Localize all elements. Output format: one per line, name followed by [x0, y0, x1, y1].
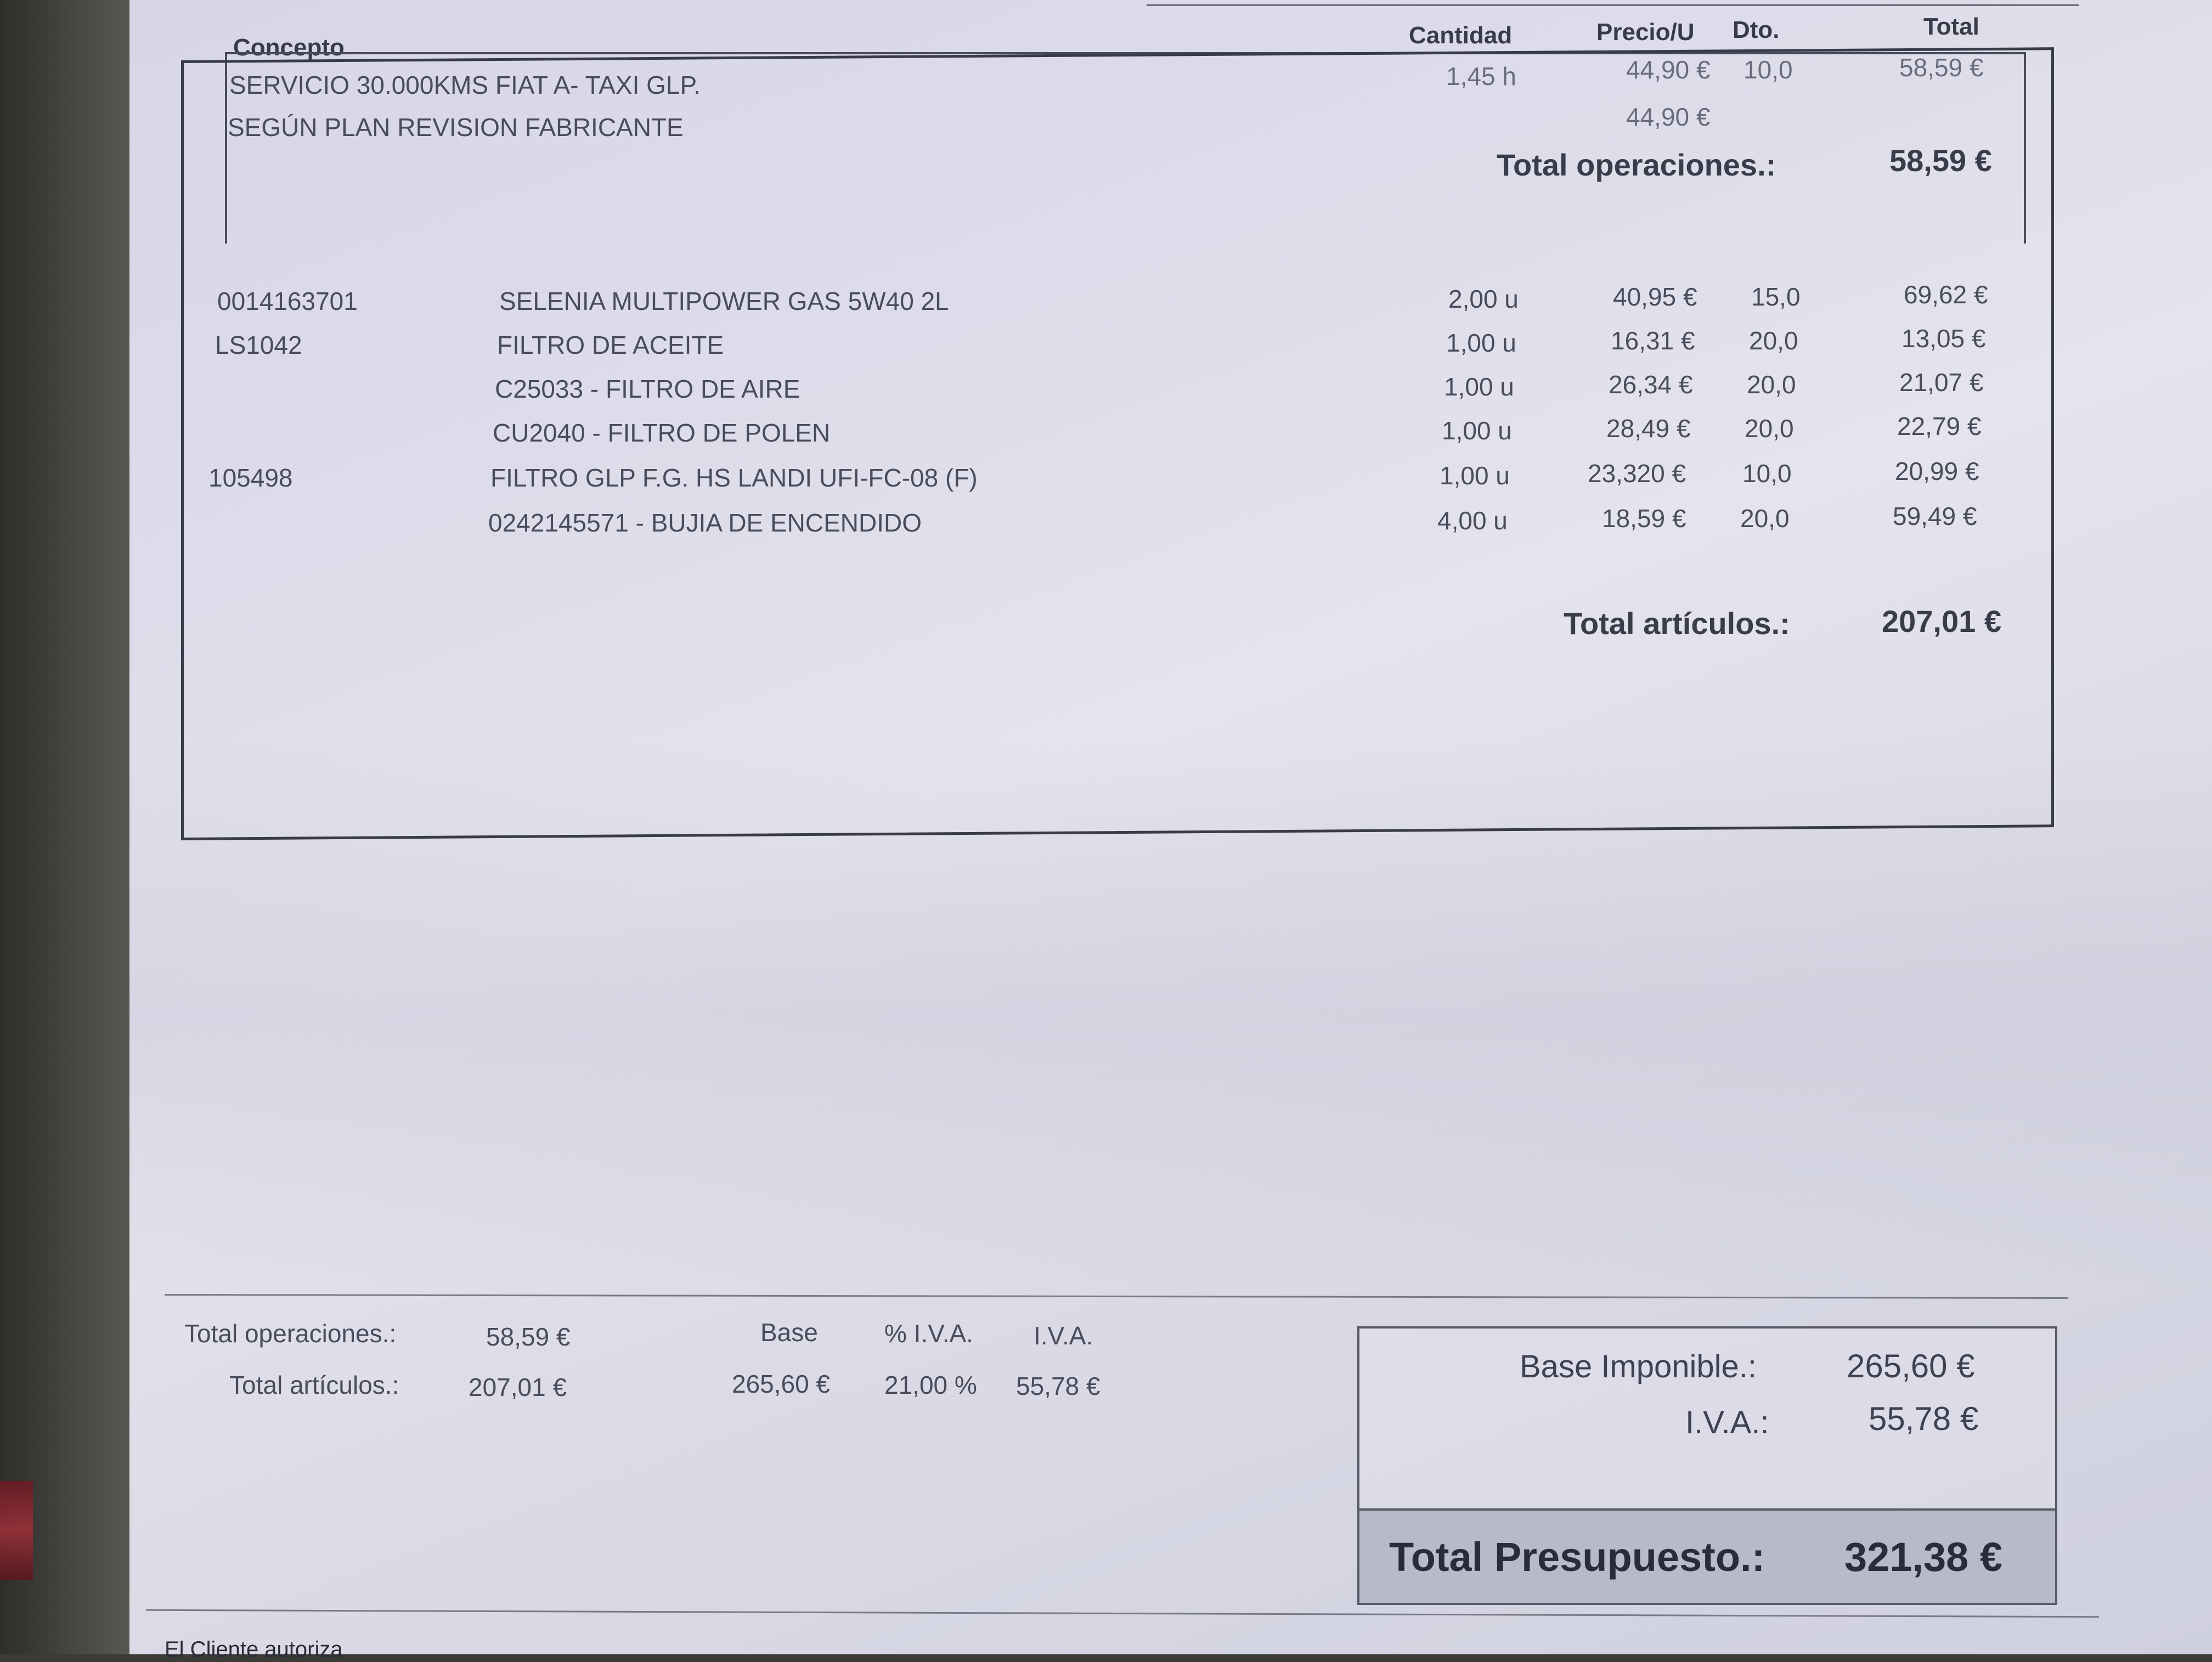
operation-precio-2: 44,90 €: [1626, 103, 1711, 131]
red-object: [0, 1481, 33, 1580]
iva-label: I.V.A.:: [1685, 1405, 1769, 1440]
footer-text: El Cliente autoriza: [165, 1637, 343, 1661]
article-desc: 0242145571 - BUJIA DE ENCENDIDO: [488, 508, 922, 537]
article-ref: 105498: [208, 463, 293, 492]
article-precio: 23,320 €: [1588, 459, 1686, 488]
article-desc: SELENIA MULTIPOWER GAS 5W40 2L: [499, 287, 949, 315]
operations-total-label: Total operaciones.:: [1497, 148, 1776, 182]
operation-total: 58,59 €: [1899, 53, 1984, 82]
total-presupuesto-value: 321,38 €: [1844, 1534, 2003, 1580]
article-cantidad: 1,00 u: [1440, 461, 1510, 490]
article-cantidad: 1,00 u: [1444, 372, 1514, 401]
article-total: 13,05 €: [1901, 324, 1986, 353]
header-total: Total: [1923, 13, 1979, 40]
header-dto: Dto.: [1733, 16, 1780, 43]
article-precio: 18,59 €: [1602, 504, 1686, 533]
article-desc: FILTRO DE ACEITE: [497, 331, 724, 359]
article-precio: 16,31 €: [1611, 326, 1695, 355]
operation-precio: 44,90 €: [1626, 55, 1711, 84]
article-total: 59,49 €: [1893, 502, 1977, 530]
operation-dto: 10,0: [1743, 55, 1793, 84]
operation-cantidad: 1,45 h: [1446, 62, 1516, 91]
article-cantidad: 4,00 u: [1437, 506, 1508, 535]
summary-ops-value: 58,59 €: [486, 1322, 571, 1351]
operations-total-value: 58,59 €: [1889, 143, 1992, 178]
summary-pct-value: 21,00 %: [884, 1371, 977, 1399]
article-desc: FILTRO GLP F.G. HS LANDI UFI-FC-08 (F): [490, 463, 978, 492]
article-cantidad: 1,00 u: [1446, 329, 1516, 357]
total-presupuesto-label: Total Presupuesto.:: [1389, 1534, 1765, 1580]
article-desc: C25033 - FILTRO DE AIRE: [495, 375, 800, 403]
article-total: 22,79 €: [1897, 412, 1982, 440]
article-dto: 20,0: [1740, 504, 1790, 533]
articles-total-label: Total artículos.:: [1564, 606, 1790, 641]
summary-art-value: 207,01 €: [469, 1373, 567, 1401]
summary-ops-label: Total operaciones.:: [184, 1319, 397, 1348]
base-imponible-value: 265,60 €: [1847, 1348, 1975, 1384]
background-surface: [0, 0, 132, 1654]
operation-line-2: SEGÚN PLAN REVISION FABRICANTE: [228, 113, 684, 142]
article-precio: 28,49 €: [1606, 414, 1691, 443]
article-total: 20,99 €: [1895, 457, 1979, 485]
summary-base-value: 265,60 €: [732, 1370, 831, 1398]
summary-iva-header: I.V.A.: [1034, 1321, 1093, 1350]
top-edge-line: [1147, 0, 2079, 6]
article-dto: 20,0: [1745, 414, 1794, 443]
article-cantidad: 2,00 u: [1448, 285, 1519, 313]
summary-pct-header: % I.V.A.: [884, 1319, 973, 1348]
article-total: 69,62 €: [1904, 280, 1988, 309]
summary-base-header: Base: [760, 1318, 818, 1347]
base-imponible-label: Base Imponible.:: [1520, 1349, 1757, 1384]
article-precio: 40,95 €: [1613, 282, 1697, 311]
iva-value: 55,78 €: [1869, 1400, 1979, 1437]
article-dto: 20,0: [1749, 326, 1798, 355]
header-precio: Precio/U: [1596, 19, 1695, 46]
article-dto: 15,0: [1751, 282, 1801, 311]
header-concepto: Concepto: [233, 34, 345, 61]
article-desc: CU2040 - FILTRO DE POLEN: [493, 419, 831, 447]
article-dto: 20,0: [1747, 370, 1796, 399]
header-cantidad: Cantidad: [1409, 22, 1513, 49]
article-precio: 26,34 €: [1609, 370, 1693, 399]
summary-art-label: Total artículos.:: [229, 1371, 399, 1399]
article-total: 21,07 €: [1899, 368, 1984, 397]
article-dto: 10,0: [1742, 459, 1792, 488]
article-cantidad: 1,00 u: [1442, 416, 1512, 445]
article-ref: 0014163701: [217, 287, 358, 315]
article-ref: LS1042: [215, 331, 302, 359]
articles-total-value: 207,01 €: [1882, 604, 2001, 638]
operation-line-1: SERVICIO 30.000KMS FIAT A- TAXI GLP.: [229, 71, 701, 99]
summary-iva-value: 55,78 €: [1016, 1372, 1101, 1400]
